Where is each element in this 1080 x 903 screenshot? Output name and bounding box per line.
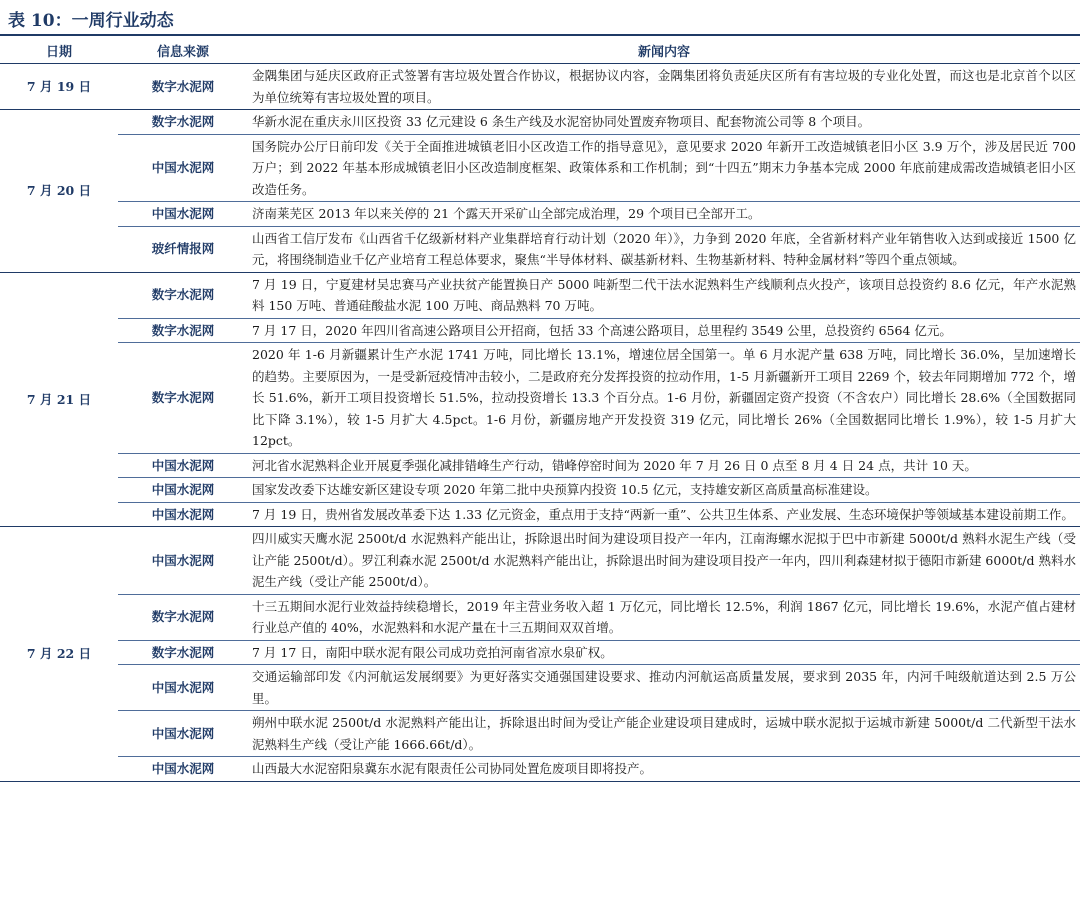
table-row: [0, 594, 1080, 640]
news-cell: 国务院办公厅日前印发《关于全面推进城镇老旧小区改造工作的指导意见》，意见要求 2020 年新开工改造城镇老旧小区 3.9 万个，涉及居民近 700 万户；到 2022 年基本形成城镇老旧小区改造制度框架、政策体系和工作机制；到“十四五”期末力争基本完成 2000 年底前建成需改造城镇老旧小区改造任务。: [248, 134, 1080, 202]
header-source: 信息来源: [118, 37, 248, 64]
news-cell: 2020 年 1-6 月新疆累计生产水泥 1741 万吨，同比增长 13.1%，增速位居全国第一。单 6 月水泥产量 638 万吨，同比增长 36.0%，呈加速增长的趋势。主要原因为，一是受新冠疫情冲击较小，二是政府充分发挥投资的拉动作用，1-5 月新疆新开工项目 2269 个，较去年同期增加 772 个，增长 51.6%，新开工项目投资增长 51.5%，拉动投资增长 13.3 个百分点。1-6 月份，新疆固定资产投资（不含农户）同比增长 28.6%（全国数据同比下降 3.1%），较 1-5 月扩大 4.5pct。1-6 月份，新疆房地产开发投资 319 亿元，同比增长 26%（全国数据同比增长 1.9%），较 1-5 月扩大 12pct。: [248, 343, 1080, 454]
source-cell: 数字水泥网: [118, 318, 248, 343]
table-row: [0, 640, 1080, 665]
news-cell: 济南莱芜区 2013 年以来关停的 21 个露天开采矿山全部完成治理，29 个项目已全部开工。: [248, 202, 1080, 227]
news-cell: 河北省水泥熟料企业开展夏季强化减排错峰生产行动，错峰停窑时间为 2020 年 7 月 26 日 0 点至 8 月 4 日 24 点，共计 10 天。: [248, 453, 1080, 478]
news-cell: 十三五期间水泥行业效益持续稳增长，2019 年主营业务收入超 1 万亿元，同比增长 12.5%，利润 1867 亿元，同比增长 19.6%，水泥产值占建材行业总产值的 40%，水泥熟料和水泥产量在十三五期间双双首增。: [248, 594, 1080, 640]
news-cell: 山西省工信厅发布《山西省千亿级新材料产业集群培育行动计划（2020 年）》，力争到 2020 年底，全省新材料产业年销售收入达到或接近 1500 亿元，将围绕制造业千亿产业培育工程总体要求，聚焦“半导体材料、碳基新材料、生物基新材料、特种金属材料”等四个重点领域。: [248, 226, 1080, 272]
table-row: [0, 272, 1080, 318]
date-cell: 7 月 20 日: [0, 110, 118, 273]
table-row: [0, 202, 1080, 227]
date-cell: 7 月 19 日: [0, 64, 118, 110]
source-cell: 中国水泥网: [118, 665, 248, 711]
table-row: [0, 110, 1080, 135]
header-date: 日期: [0, 37, 118, 64]
table-title: 表 10：一周行业动态: [8, 11, 174, 31]
table-row: [0, 134, 1080, 202]
table-row: [0, 343, 1080, 454]
news-cell: 国家发改委下达雄安新区建设专项 2020 年第二批中央预算内投资 10.5 亿元，支持雄安新区高质量高标准建设。: [248, 478, 1080, 503]
header-row: [0, 37, 1080, 64]
table-header: [0, 37, 1080, 64]
table-row: [0, 665, 1080, 711]
table-row: [0, 527, 1080, 595]
source-cell: 数字水泥网: [118, 64, 248, 110]
source-cell: 中国水泥网: [118, 711, 248, 757]
source-cell: 数字水泥网: [118, 343, 248, 454]
news-cell: 交通运输部印发《内河航运发展纲要》为更好落实交通强国建设要求、推动内河航运高质量发展，要求到 2035 年，内河千吨级航道达到 2.5 万公里。: [248, 665, 1080, 711]
news-cell: 华新水泥在重庆永川区投资 33 亿元建设 6 条生产线及水泥窑协同处置废弃物项目、配套物流公司等 8 个项目。: [248, 110, 1080, 135]
source-cell: 中国水泥网: [118, 757, 248, 782]
source-cell: 中国水泥网: [118, 202, 248, 227]
table-row: [0, 64, 1080, 110]
news-table: [0, 37, 1080, 782]
news-cell: 7 月 17 日，2020 年四川省高速公路项目公开招商，包括 33 个高速公路项目，总里程约 3549 公里，总投资约 6564 亿元。: [248, 318, 1080, 343]
news-cell: 金隅集团与延庆区政府正式签署有害垃圾处置合作协议，根据协议内容，金隅集团将负责延庆区所有有害垃圾的专业化处置，而这也是北京首个以区为单位统筹有害垃圾处置的项目。: [248, 64, 1080, 110]
title-rule: [0, 34, 1080, 36]
source-cell: 数字水泥网: [118, 594, 248, 640]
table-row: [0, 711, 1080, 757]
source-cell: 中国水泥网: [118, 134, 248, 202]
news-cell: 7 月 19 日，宁夏建材吴忠赛马产业扶贫产能置换日产 5000 吨新型二代干法水泥熟料生产线顺利点火投产，该项目总投资约 8.6 亿元，年产水泥熟料 150 万吨、普通硅酸盐水泥 100 万吨、商品熟料 70 万吨。: [248, 272, 1080, 318]
news-cell: 朔州中联水泥 2500t/d 水泥熟料产能出让，拆除退出时间为受让产能企业建设项目建成时，运城中联水泥拟于运城市新建 5000t/d 二代新型干法水泥熟料生产线（受让产能 1666.66t/d）。: [248, 711, 1080, 757]
source-cell: 数字水泥网: [118, 272, 248, 318]
table-row: [0, 226, 1080, 272]
source-cell: 中国水泥网: [118, 478, 248, 503]
source-cell: 数字水泥网: [118, 110, 248, 135]
table-row: [0, 453, 1080, 478]
table-row: [0, 757, 1080, 782]
source-cell: 中国水泥网: [118, 502, 248, 527]
news-cell: 7 月 19 日，贵州省发展改革委下达 1.33 亿元资金，重点用于支持“两新一重”、公共卫生体系、产业发展、生态环境保护等领域基本建设前期工作。: [248, 502, 1080, 527]
source-cell: 数字水泥网: [118, 640, 248, 665]
news-cell: 山西最大水泥窑阳泉冀东水泥有限责任公司协同处置危废项目即将投产。: [248, 757, 1080, 782]
date-cell: 7 月 21 日: [0, 272, 118, 527]
table-row: [0, 318, 1080, 343]
date-cell: 7 月 22 日: [0, 527, 118, 782]
header-news: 新闻内容: [248, 37, 1080, 64]
source-cell: 中国水泥网: [118, 527, 248, 595]
source-cell: 中国水泥网: [118, 453, 248, 478]
table-row: [0, 502, 1080, 527]
news-cell: 四川威实天鹰水泥 2500t/d 水泥熟料产能出让，拆除退出时间为建设项目投产一年内，江南海螺水泥拟于巴中市新建 5000t/d 熟料水泥生产线（受让产能 2500t/d）。罗江利森水泥 2500t/d 水泥熟料产能出让，拆除退出时间为建设项目投产一年内，四川利森建材拟于德阳市新建 6000t/d 熟料水泥生产线（受让产能 2500t/d）。: [248, 527, 1080, 595]
table-row: [0, 478, 1080, 503]
news-cell: 7 月 17 日，南阳中联水泥有限公司成功竞拍河南省凉水泉矿权。: [248, 640, 1080, 665]
source-cell: 玻纤情报网: [118, 226, 248, 272]
table-body: [0, 64, 1080, 782]
